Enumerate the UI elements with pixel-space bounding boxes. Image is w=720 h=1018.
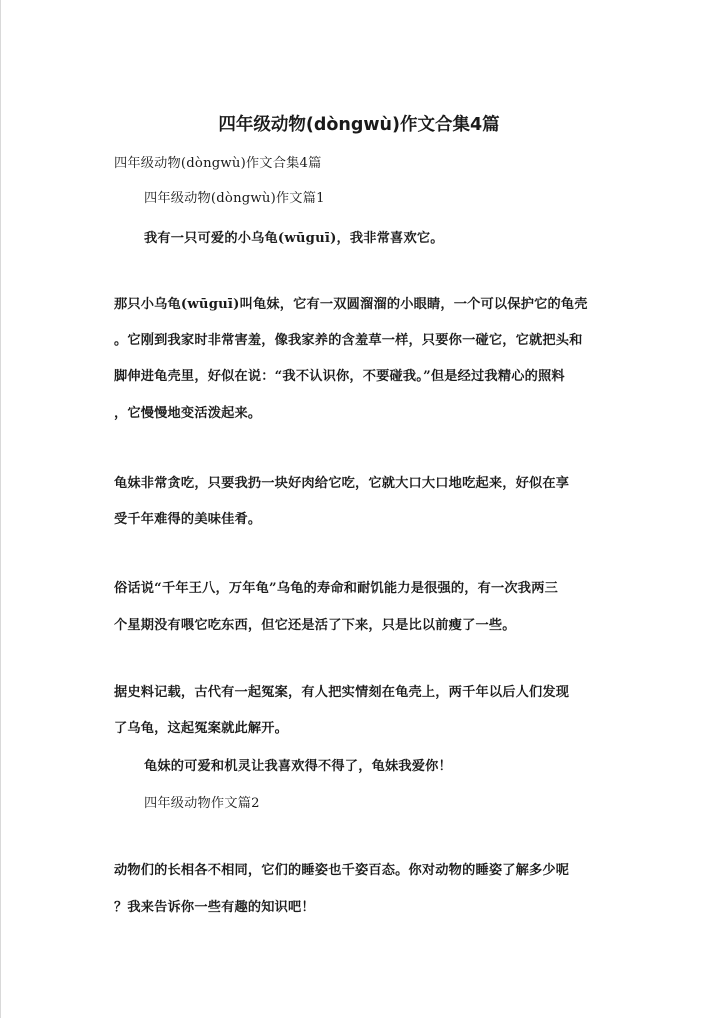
paragraph-3-line-1: 俗话说“千年王八，万年龟”乌龟的寿命和耐饥能力是很强的，有一次我两三 — [114, 581, 558, 596]
document-subtitle: 四年级动物(dòngwù)作文合集4篇 — [114, 156, 322, 171]
paragraph-4-line-1: 据史料记载，古代有一起冤案，有人把实情刻在龟壳上，两千年以后人们发现 — [114, 685, 570, 700]
paragraph-5-line-2: ？我来告诉你一些有趣的知识吧！ — [114, 900, 315, 915]
paragraph-3-line-2: 个星期没有喂它吃东西，但它还是活了下来，只是比以前瘦了一些。 — [114, 618, 516, 633]
page-edge — [0, 0, 1, 1018]
closing-paragraph: 龟妹的可爱和机灵让我喜欢得不得了，龟妹我爱你！ — [144, 759, 452, 774]
paragraph-1-line-2: 。它刚到我家时非常害羞，像我家养的含羞草一样，只要你一碰它，它就把头和 — [114, 333, 583, 348]
section-1-heading: 四年级动物(dòngwù)作文篇1 — [144, 191, 325, 206]
paragraph-1-line-3: 脚伸进龟壳里，好似在说：“我不认识你，不要碰我。”但是经过我精心的照料 — [114, 369, 565, 384]
paragraph-4-line-2: 了乌龟，这起冤案就此解开。 — [114, 721, 289, 736]
paragraph-5-line-1: 动物们的长相各不相同，它们的睡姿也千姿百态。你对动物的睡姿了解多少呢 — [114, 863, 570, 878]
document-title: 四年级动物(dòngwù)作文合集4篇 — [218, 115, 500, 135]
paragraph-1-line-4: ，它慢慢地变活泼起来。 — [114, 406, 262, 421]
section-2-heading: 四年级动物作文篇2 — [144, 796, 260, 811]
paragraph-2-line-1: 龟妹非常贪吃，只要我扔一块好肉给它吃，它就大口大口地吃起来，好似在享 — [114, 476, 570, 491]
paragraph-2-line-2: 受千年难得的美味佳肴。 — [114, 512, 262, 527]
paragraph-1-line-1: 那只小乌龟(wūguī)叫龟妹，它有一双圆溜溜的小眼睛，一个可以保护它的龟壳 — [114, 297, 588, 312]
intro-paragraph: 我有一只可爱的小乌龟(wūguī)，我非常喜欢它。 — [144, 231, 444, 246]
